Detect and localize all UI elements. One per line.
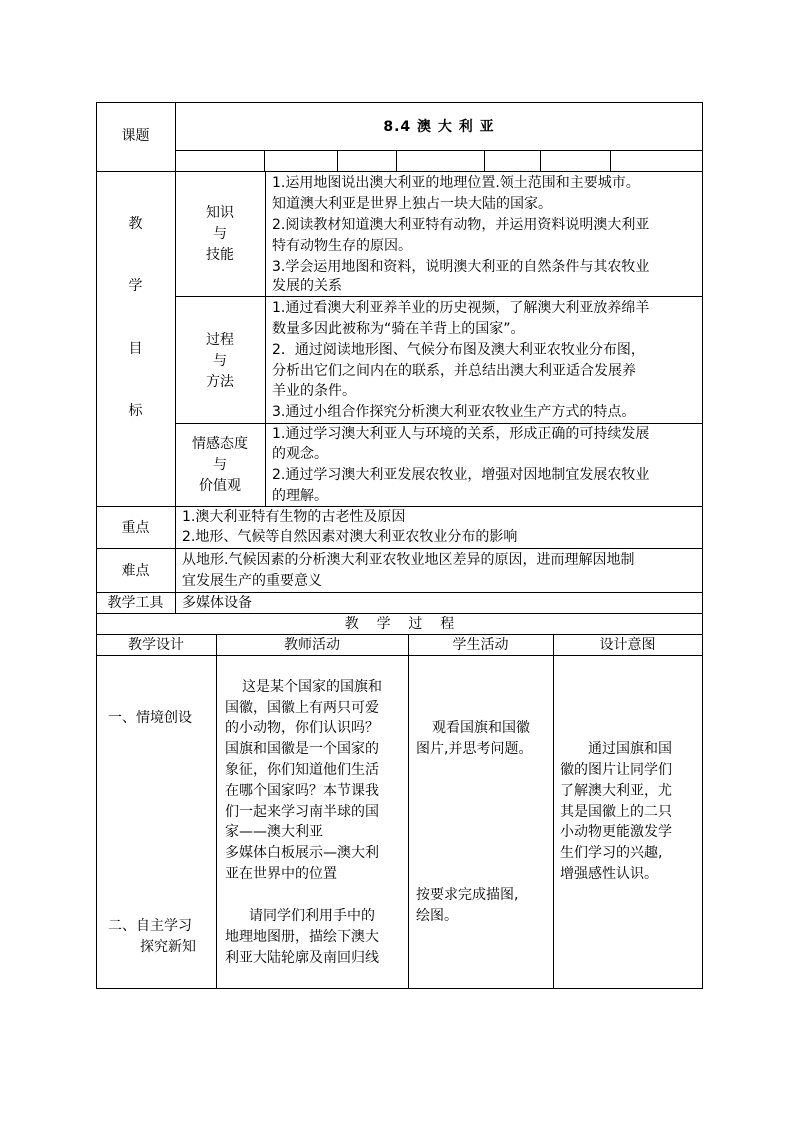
intent-line: 了解澳大利亚，尤 xyxy=(560,783,672,799)
grid-line xyxy=(540,150,541,172)
student-line: 图片,并思考问题。 xyxy=(416,741,533,757)
difficulty-label: 难点 xyxy=(121,563,150,579)
grid-line xyxy=(96,548,703,549)
step-one-label: 一、情境创设 xyxy=(108,710,192,726)
intent-line: 小动物更能激发学 xyxy=(560,824,672,840)
teacher-line: 在哪个国家吗？本节课我 xyxy=(225,783,379,799)
knowledge-line: 特有动物生存的原因。 xyxy=(272,238,412,254)
column-header: 设计意图 xyxy=(599,637,656,653)
teacher-line: 地理地图册，描绘下澳大 xyxy=(225,929,379,945)
grid-line xyxy=(264,150,265,172)
attitude-line: 的理解。 xyxy=(272,488,328,504)
teacher-line: 多媒体白板展示—澳大利 xyxy=(225,845,379,861)
process-line: 羊业的条件。 xyxy=(272,383,356,399)
key-point-line: 1.澳大利亚特有生物的古老性及原因 xyxy=(182,509,406,525)
intent-line: 通过国旗和国 xyxy=(588,741,672,757)
intent-line: 生们学习的兴趣, xyxy=(560,845,663,861)
knowledge-label-line: 技能 xyxy=(206,247,234,263)
step-two-label-line2: 探究新知 xyxy=(140,939,196,955)
attitude-label-line: 价值观 xyxy=(199,478,241,494)
tools-label: 教学工具 xyxy=(107,595,164,611)
knowledge-line: 3.学会运用地图和资料，说明澳大利亚的自然条件与其农牧业 xyxy=(272,259,650,275)
process-label-line: 与 xyxy=(213,353,227,369)
grid-line xyxy=(553,634,554,989)
grid-line xyxy=(216,634,217,989)
objectives-label-char: 目 xyxy=(128,341,143,357)
teacher-line: 这是某个国家的国旗和 xyxy=(242,679,382,695)
grid-line xyxy=(175,150,703,151)
grid-line xyxy=(408,634,409,989)
knowledge-line: 知道澳大利亚是世界上独占一块大陆的国家。 xyxy=(272,196,552,212)
teacher-line: 亚在世界中的位置 xyxy=(225,866,337,882)
attitude-label-line: 与 xyxy=(213,457,227,473)
attitude-line: 2.通过学习澳大利亚发展农牧业，增强对因地制宜发展农牧业 xyxy=(272,467,650,483)
step-two-label-line1: 二、自主学习 xyxy=(108,918,192,934)
teacher-line: 国旗和国徽是一个国家的 xyxy=(225,741,379,757)
grid-line xyxy=(484,150,485,172)
attitude-label-line: 情感态度 xyxy=(192,436,248,452)
topic-label: 课题 xyxy=(121,128,150,144)
knowledge-line: 1.运用地图说出澳大利亚的地理位置.领土范围和主要城市。 xyxy=(272,175,640,191)
grid-line xyxy=(96,102,703,103)
grid-line xyxy=(96,171,703,172)
column-header: 学生活动 xyxy=(452,637,509,653)
grid-line xyxy=(702,102,703,989)
process-line: 3.通过小组合作探究分析澳大利亚农牧业生产方式的特点。 xyxy=(272,404,636,420)
process-label-line: 过程 xyxy=(206,332,234,348)
process-label-line: 方法 xyxy=(206,374,234,390)
teacher-line: 们一起来学习南半球的国 xyxy=(225,804,379,820)
intent-line: 徽的图片让同学们 xyxy=(560,762,672,778)
topic-title: 8.4 澳 大 利 亚 xyxy=(383,119,495,135)
knowledge-label-line: 与 xyxy=(213,226,227,242)
column-header: 教师活动 xyxy=(284,637,340,653)
tools-value: 多媒体设备 xyxy=(182,595,252,611)
teacher-line: 象征，你们知道他们生活 xyxy=(225,762,379,778)
difficulty-line: 宜发展生产的重要意义 xyxy=(182,573,322,589)
objectives-label-char: 教 xyxy=(128,216,143,232)
student-line: 绘图。 xyxy=(416,908,458,924)
student-line: 观看国旗和国徽 xyxy=(432,720,530,736)
process-line: 2．通过阅读地形图、气候分布图及澳大利亚农牧业分布图， xyxy=(272,342,645,358)
objectives-label-char: 学 xyxy=(128,278,143,294)
intent-line: 其是国徽上的二只 xyxy=(560,804,672,820)
teacher-line: 家——澳大利亚 xyxy=(225,824,323,840)
grid-line xyxy=(610,150,611,172)
objectives-label-char: 标 xyxy=(128,403,143,419)
column-header: 教学设计 xyxy=(128,637,184,653)
teacher-line: 的小动物，你们认识吗？ xyxy=(225,720,379,736)
process-line: 分析出它们之间内在的联系，并总结出澳大利亚适合发展养 xyxy=(272,363,636,379)
knowledge-label-line: 知识 xyxy=(206,205,234,221)
key-points-label: 重点 xyxy=(121,520,150,536)
knowledge-line: 发展的关系 xyxy=(272,278,342,294)
knowledge-line: 2.阅读教材知道澳大利亚特有动物，并运用资料说明澳大利亚 xyxy=(272,217,650,233)
difficulty-line: 从地形.气候因素的分析澳大利亚农牧业地区差异的原因，进而理解因地制 xyxy=(182,552,635,568)
process-line: 数量多因此被称为“骑在羊背上的国家”。 xyxy=(272,321,525,337)
grid-line xyxy=(337,150,338,172)
process-section-title: 教 学 过 程 xyxy=(344,616,455,632)
key-point-line: 2.地形、气候等自然因素对澳大利亚农牧业分布的影响 xyxy=(182,529,518,545)
attitude-line: 1.通过学习澳大利亚人与环境的关系，形成正确的可持续发展 xyxy=(272,426,650,442)
grid-line xyxy=(96,102,97,989)
process-line: 1.通过看澳大利亚养羊业的历史视频，了解澳大利亚放养绵羊 xyxy=(272,300,650,316)
grid-line xyxy=(265,171,266,507)
teacher-line: 利亚大陆轮廓及南回归线 xyxy=(225,950,379,966)
grid-line xyxy=(396,150,397,172)
intent-line: 增强感性认识。 xyxy=(560,866,658,882)
grid-line xyxy=(96,988,703,989)
teacher-line: 请同学们利用手中的 xyxy=(249,908,375,924)
attitude-line: 的观念。 xyxy=(272,446,328,462)
grid-line xyxy=(175,296,703,297)
student-line: 按要求完成描图, xyxy=(416,887,519,903)
teacher-line: 国徽，国徽上有两只可爱 xyxy=(225,700,379,716)
